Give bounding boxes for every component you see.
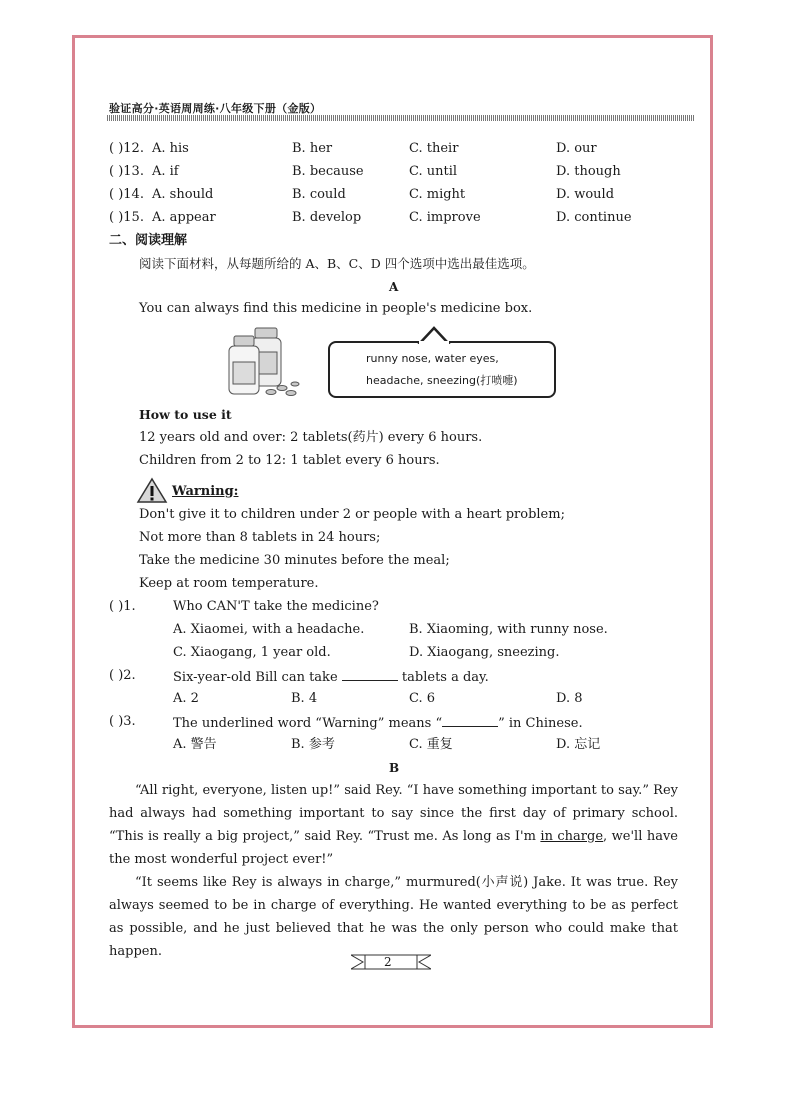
q3-stem-post: ” in Chinese.	[498, 716, 583, 731]
warning-line: Don't give it to children under 2 or people with a heart problem;	[139, 507, 565, 522]
q3-stem-pre: The underlined word “Warning” means “	[173, 716, 443, 731]
q3-option-d: D. 忘记	[556, 737, 601, 752]
cloze-item-number: ( )12.	[109, 141, 144, 156]
q3-stem	[173, 714, 583, 732]
bubble-line-2: headache, sneezing(打喷嚏)	[366, 374, 518, 387]
how-to-use-title: How to use it	[139, 407, 232, 422]
page-number: 2	[384, 955, 392, 969]
passage-a-intro: You can always find this medicine in people's medicine box.	[139, 301, 533, 316]
cloze-option-a: A. appear	[152, 210, 216, 225]
q2-stem-post: tablets a day.	[401, 670, 489, 685]
q2-stem	[173, 668, 489, 686]
passage-a-label: A	[389, 280, 399, 294]
q2-option-c: C. 6	[409, 691, 436, 706]
warning-line: Keep at room temperature.	[139, 576, 319, 591]
bubble-line-1: runny nose, water eyes,	[366, 352, 499, 365]
cloze-item-number: ( )15.	[109, 210, 144, 225]
section-title: 二、阅读理解	[109, 233, 188, 248]
cloze-option-d: D. though	[556, 164, 621, 179]
cloze-option-c: C. improve	[409, 210, 481, 225]
q2-answer-blank	[342, 668, 398, 681]
q1-stem: Who CAN'T take the medicine?	[173, 599, 379, 614]
bubble-pointer-icon	[416, 326, 452, 344]
underlined-phrase: in charge	[540, 829, 604, 844]
passage-b-paragraph-2: “It seems like Rey is always in charge,” murmured(小声说) Jake. It was true. Rey always seemed to be in charge of everything. He wanted everything to be as perfect as possible, and he just believed that he was the only person who could make that happen.	[109, 875, 678, 959]
q3-option-a: A. 警告	[173, 737, 217, 752]
bottle-cap-icon	[255, 328, 277, 338]
q2-option-b: B. 4	[291, 691, 318, 706]
passage-b-paragraph-1	[109, 779, 678, 871]
medicine-bottles-image	[225, 324, 303, 400]
passage-b-label: B	[389, 761, 400, 775]
q1-option-c: C. Xiaogang, 1 year old.	[173, 645, 331, 660]
cloze-option-b: B. because	[292, 164, 364, 179]
bottle-cap-icon-2	[234, 336, 254, 346]
cloze-option-a: A. if	[152, 164, 179, 179]
running-header: 验证高分·英语周周练·八年级下册（金版）	[109, 102, 322, 115]
cloze-option-b: B. could	[292, 187, 346, 202]
section-instruction: 阅读下面材料，从每题所给的 A、B、C、D 四个选项中选出最佳选项。	[139, 256, 535, 271]
header-rule	[107, 115, 694, 121]
q3-answer-blank	[442, 714, 498, 727]
q1-option-d: D. Xiaogang, sneezing.	[409, 645, 560, 660]
warning-icon	[136, 476, 168, 504]
dosage-child: Children from 2 to 12: 1 tablet every 6 hours.	[139, 453, 440, 468]
cloze-option-b: B. her	[292, 141, 333, 156]
warning-label: Warning:	[172, 484, 239, 499]
q2-option-a: A. 2	[173, 691, 199, 706]
cloze-option-c: C. might	[409, 187, 466, 202]
pill-icon	[266, 390, 276, 395]
cloze-option-b: B. develop	[292, 210, 362, 225]
q2-number: ( )2.	[109, 668, 136, 683]
q3-option-b: B. 参考	[291, 737, 335, 752]
cloze-item-number: ( )14.	[109, 187, 144, 202]
cloze-option-d: D. continue	[556, 210, 632, 225]
cloze-option-d: D. would	[556, 187, 615, 202]
dosage-adult: 12 years old and over: 2 tablets(药片) every 6 hours.	[139, 430, 483, 445]
passage-b-p1-text: “All right, everyone, listen up!” said Rey. “I have something important to say.” Rey had always had something important to say since the first day of primary school. “This is really a big project,” said Rey. “Trust me. As long as I'm	[109, 783, 678, 844]
q2-stem-pre: Six-year-old Bill can take	[173, 670, 338, 685]
symptom-bubble	[328, 341, 556, 398]
cloze-item-number: ( )13.	[109, 164, 144, 179]
q3-option-c: C. 重复	[409, 737, 453, 752]
cloze-option-c: C. until	[409, 164, 458, 179]
q1-option-b: B. Xiaoming, with runny nose.	[409, 622, 608, 637]
passage-b-p1-text-end: , we'll have the most wonderful project ever!”	[109, 829, 678, 867]
warning-line: Take the medicine 30 minutes before the meal;	[139, 553, 450, 568]
q1-number: ( )1.	[109, 599, 136, 614]
q2-option-d: D. 8	[556, 691, 583, 706]
cloze-option-a: A. his	[152, 141, 189, 156]
cloze-option-c: C. their	[409, 141, 459, 156]
cloze-option-a: A. should	[152, 187, 214, 202]
q1-option-a: A. Xiaomei, with a headache.	[173, 622, 365, 637]
warning-line: Not more than 8 tablets in 24 hours;	[139, 530, 381, 545]
q3-number: ( )3.	[109, 714, 136, 729]
cloze-option-d: D. our	[556, 141, 597, 156]
